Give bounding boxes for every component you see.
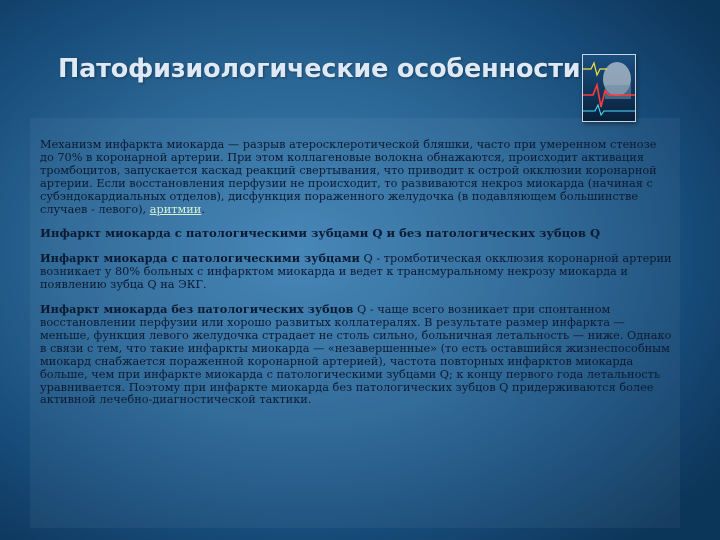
arrhythmia-link[interactable]: аритмии bbox=[149, 202, 202, 216]
paragraph-q-wave bbox=[40, 252, 672, 292]
section-heading: Инфаркт миокарда с патологическими зубцами Q и без патологических зубцов Q bbox=[40, 226, 601, 241]
slide-body bbox=[40, 139, 672, 418]
non-q-wave-text: Q - чаще всего возникает при спонтанном восстановлении перфузии или хорошо развитых коллатералях. В результате размер инфаркта — меньше, функция левого желудочка страдает не столь сильно, больничная летальность — ниже. Однако в связи с тем, что такие инфаркты миокарда — «незавершенные» (то есть оставшийся жизнеспособным миокард снабжается пораженной коронарной артерией), частота повторных инфарктов миокарда больше, чем при инфаркте миокарда с патологическими зубцами Q; к концу первого года летальность уравнивается. Поэтому при инфаркте миокарда без патологических зубцов Q придерживаются более активной лечебно-диагностической тактики. bbox=[40, 303, 672, 407]
non-q-wave-term: Инфаркт миокарда без патологических зубцов bbox=[40, 302, 354, 317]
mechanism-end: . bbox=[201, 202, 205, 216]
mechanism-text: Механизм инфаркта миокарда — разрыв атеросклеротической бляшки, часто при умеренном стенозе до 70% в коронарной артерии. При этом коллагеновые волокна обнажаются, происходит активация тромбоцитов, запускается каскад реакций свертывания, что приводит к острой окклюзии коронарной артерии. Если восстановления перфузии не происходит, то развиваются некроз миокарда (начиная с субэндокардиальных отделов), дисфункция пораженного желудочка (в подавляющем большинстве случаев - левого), bbox=[40, 138, 657, 216]
q-wave-text: Q - тромботическая окклюзия коронарной артерии возникает у 80% больных с инфарктом миокарда и ведет к трансмуральному некрозу миокарда и появлению зубца Q на ЭКГ. bbox=[40, 252, 672, 292]
paragraph-non-q-wave bbox=[40, 303, 672, 407]
slide-title: Патофизиологические особенности bbox=[58, 54, 581, 84]
paragraph-mechanism bbox=[40, 139, 672, 216]
q-wave-term: Инфаркт миокарда с патологическими зубцами bbox=[40, 251, 360, 266]
medical-monitor-heartbeat-icon bbox=[582, 54, 636, 122]
